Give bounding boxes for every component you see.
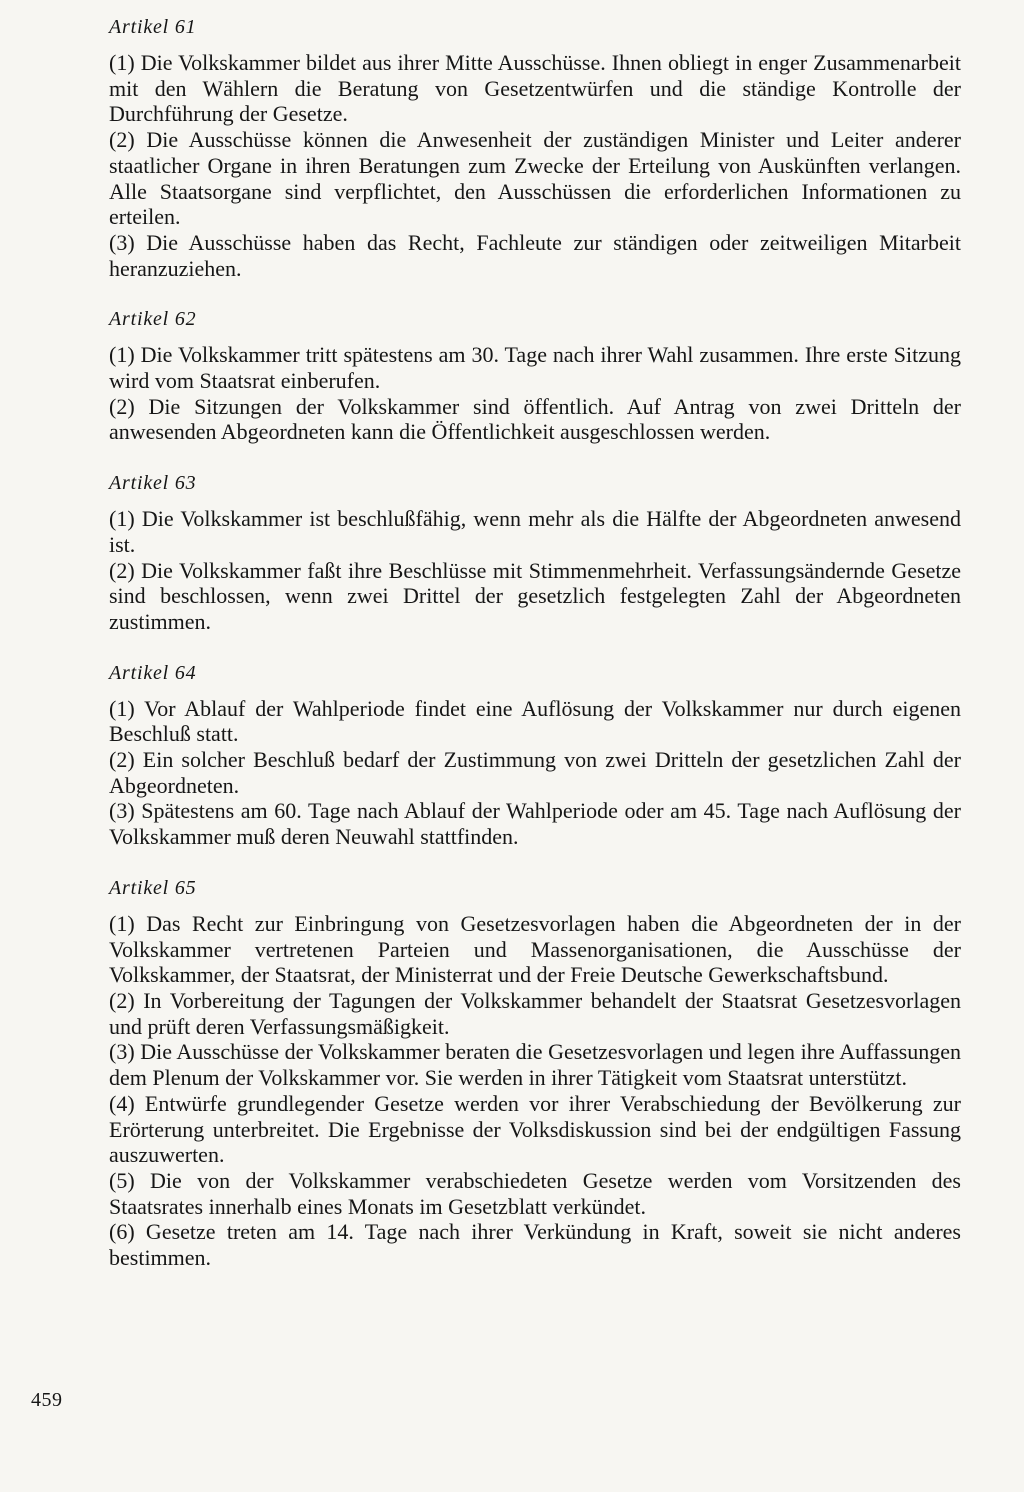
article-paragraph: (1) Die Volkskammer bildet aus ihrer Mitte Ausschüsse. Ihnen obliegt in enger Zusammenarbeit mit den Wählern die Beratung von Gesetzentwürfen und die ständige Kontrolle der Durchführung der Gesetze. — [109, 50, 961, 127]
article-title: Artikel 64 — [109, 661, 197, 684]
article-title: Artikel 61 — [109, 16, 197, 38]
article-paragraph: (2) In Vorbereitung der Tagungen der Volkskammer behandelt der Staatsrat Gesetzesvorlagen und prüft deren Verfassungsmäßigkeit. — [109, 987, 961, 1039]
article-title: Artikel 62 — [109, 308, 197, 331]
article-paragraph: (3) Die Ausschüsse der Volkskammer beraten die Gesetzesvorlagen und legen ihre Auffassungen dem Plenum der Volkskammer vor. Sie werden in ihrer Tätigkeit vom Staatsrat unterstützt. — [109, 1039, 961, 1091]
article-paragraph: (3) Die Ausschüsse haben das Recht, Fachleute zur ständigen oder zeitweiligen Mitarbeit heranzuziehen. — [109, 229, 961, 281]
article-62 — [109, 306, 961, 445]
article-paragraph: (6) Gesetze treten am 14. Tage nach ihrer Verkündung in Kraft, soweit sie nicht anderes bestimmen. — [109, 1219, 961, 1271]
article-title: Artikel 65 — [109, 876, 197, 899]
article-65 — [109, 875, 961, 1271]
article-paragraph: (1) Die Volkskammer tritt spätestens am 30. Tage nach ihrer Wahl zusammen. Ihre erste Sitzung wird vom Staatsrat einberufen. — [109, 342, 961, 394]
article-paragraph: (1) Vor Ablauf der Wahlperiode findet eine Auflösung der Volkskammer nur durch eigenen Beschluß statt. — [109, 695, 961, 747]
article-64 — [109, 660, 961, 850]
article-63 — [109, 470, 961, 635]
article-paragraph: (1) Das Recht zur Einbringung von Gesetzesvorlagen haben die Abgeordneten der in der Volkskammer vertretenen Parteien und Massenorganisationen, die Ausschüsse der Volkskammer, der Staatsrat, der Ministerrat und der Freie Deutsche Gewerkschaftsbund. — [109, 910, 961, 988]
article-paragraph: (2) Die Sitzungen der Volkskammer sind öffentlich. Auf Antrag von zwei Dritteln der anwesenden Abgeordneten kann die Öffentlichkeit ausgeschlossen werden. — [109, 393, 961, 445]
article-paragraph: (1) Die Volkskammer ist beschlußfähig, wenn mehr als die Hälfte der Abgeordneten anwesend ist. — [109, 506, 961, 557]
article-title: Artikel 63 — [109, 472, 197, 495]
article-paragraph: (2) Die Ausschüsse können die Anwesenheit der zuständigen Minister und Leiter anderer staatlicher Organe in ihren Beratungen zum Zwecke der Erteilung von Auskünften verlangen. Alle Staatsorgane sind verpflichtet, den Ausschüssen die erforderlichen Informationen zu erteilen. — [109, 127, 961, 230]
article-paragraph: (3) Spätestens am 60. Tage nach Ablauf der Wahlperiode oder am 45. Tage nach Auflösung der Volkskammer muß deren Neuwahl stattfinden. — [109, 798, 961, 850]
article-paragraph: (4) Entwürfe grundlegender Gesetze werden vor ihrer Verabschiedung der Bevölkerung zur Erörterung unterbreitet. Die Ergebnisse der Volksdiskussion sind bei der endgültigen Fassung auszuwerten. — [109, 1090, 961, 1168]
article-paragraph: (2) Ein solcher Beschluß bedarf der Zustimmung von zwei Dritteln der gesetzlichen Zahl der Abgeordneten. — [109, 747, 961, 798]
article-paragraph: (5) Die von der Volkskammer verabschiedeten Gesetze werden vom Vorsitzenden des Staatsrates innerhalb eines Monats im Gesetzblatt verkündet. — [109, 1167, 961, 1219]
article-61 — [109, 14, 961, 281]
article-paragraph: (2) Die Volkskammer faßt ihre Beschlüsse mit Stimmenmehrheit. Verfassungsändernde Gesetze sind beschlossen, wenn zwei Drittel der gesetzlich festgelegten Zahl der Abgeordneten zustimmen. — [109, 557, 961, 634]
page-number: 459 — [31, 1389, 63, 1411]
document-page — [109, 14, 961, 1296]
